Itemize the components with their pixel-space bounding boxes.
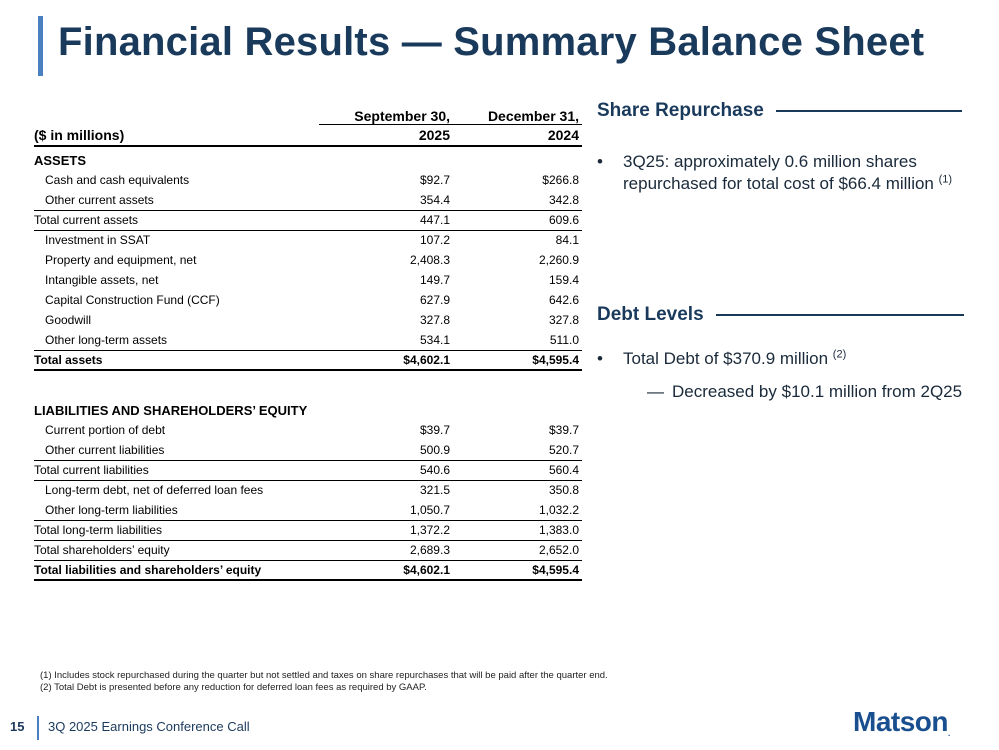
table-header-row-2 [34,124,582,146]
footer-divider [37,716,39,740]
row-value-2025: 1,050.7 [409,502,450,517]
row-value-2024: 84.1 [555,233,579,248]
share-repurchase-bullet [597,151,957,195]
table-row-subtotal [34,460,582,480]
footnote-ref: (1) [938,173,953,186]
share-repurchase-text: 3Q25: approximately 0.6 million shares repurchased for total cost of $66.4 million [623,152,934,193]
row-value-2025: 534.1 [419,332,450,347]
matson-logo [853,706,950,738]
table-spacer [34,370,582,396]
row-value-2024: 2,260.9 [538,253,579,267]
column-header-period-1: September 30, [319,104,453,124]
row-value-2024: 2,652.0 [538,543,579,557]
column-header-year-2: 2024 [453,124,582,146]
row-label: Other long-term liabilities [45,502,178,517]
row-value-2025: 500.9 [419,442,450,457]
row-label: Other current liabilities [45,442,165,457]
balance-sheet-table [34,104,582,581]
row-value-2024: 520.7 [548,442,579,457]
footnotes [40,670,608,694]
footnote-ref: (2) [832,348,847,361]
row-value-2024: 1,383.0 [453,520,582,540]
row-label: Other current assets [45,192,154,207]
row-label: Current portion of debt [45,423,166,437]
row-label: Intangible assets, net [45,273,159,287]
section-header-liabilities: LIABILITIES AND SHAREHOLDERS’ EQUITY [34,402,308,418]
table-row [34,420,582,440]
dash-icon: — [647,382,664,401]
footnote-2: (2) Total Debt is presented before any reduction for deferred loan fees as required by GAAP. [40,682,427,693]
table-row [34,290,582,310]
row-value-2025: 2,408.3 [409,253,450,267]
bullet-icon: • [597,152,603,171]
table-row-subtotal [34,540,582,560]
logo-mark: . [948,729,951,738]
column-header-period-2: December 31, [453,104,582,124]
debt-levels-text: Total Debt of $370.9 million [623,349,829,368]
table-row [34,230,582,250]
units-label: ($ in millions) [34,124,319,146]
row-value-2024: 327.8 [548,313,579,327]
table-row [34,480,582,500]
row-value-2025: 149.7 [419,273,450,287]
row-value-2025: 327.8 [419,313,450,327]
row-value-2024: 609.6 [453,210,582,230]
row-value-2024: 1,032.2 [538,502,579,517]
row-value-2025: $4,602.1 [319,350,453,370]
row-value-2024: 642.6 [548,293,579,307]
row-value-2025: 2,689.3 [409,543,450,557]
title-accent-bar [38,16,43,76]
footer-event-title: 3Q 2025 Earnings Conference Call [48,719,250,734]
row-label: Total current assets [34,210,319,230]
row-value-2024: $266.8 [542,173,579,187]
footnote-1: (1) Includes stock repurchased during the quarter but not settled and taxes on share repurchases that will be paid after the quarter end. [40,670,608,681]
row-label: Investment in SSAT [45,233,151,248]
row-value-2025: 540.6 [319,460,453,480]
row-label: Other long-term assets [45,332,168,347]
row-label: Total shareholders’ equity [34,543,170,557]
share-repurchase-heading-text: Share Repurchase [597,100,764,121]
row-label: Total assets [34,350,319,370]
bullet-icon: • [597,349,603,368]
row-value-2025: $4,602.1 [319,560,453,580]
table-row [34,170,582,190]
heading-rule [716,314,964,316]
table-row [34,190,582,210]
row-value-2025: 107.2 [419,233,450,248]
table-header-row-1 [34,104,582,124]
row-label: Capital Construction Fund (CCF) [45,293,220,307]
debt-levels-bullet [597,348,977,370]
row-label: Total long-term liabilities [34,520,319,540]
row-value-2024: $39.7 [548,423,579,437]
heading-rule [776,110,962,112]
row-value-2024: $4,595.4 [453,560,582,580]
logo-text: Matson [853,706,948,737]
share-repurchase-heading [597,100,962,122]
row-label: Cash and cash equivalents [45,173,190,187]
row-label: Total liabilities and shareholders’ equity [34,560,319,580]
section-header-assets: ASSETS [34,153,87,168]
row-value-2024: $4,595.4 [453,350,582,370]
row-label: Goodwill [45,313,92,327]
row-value-2025: 447.1 [319,210,453,230]
row-value-2024: 350.8 [548,483,579,498]
row-value-2025: 1,372.2 [319,520,453,540]
row-value-2024: 342.8 [548,192,579,207]
row-value-2025: $92.7 [419,173,450,187]
row-label: Total current liabilities [34,460,319,480]
page-title: Financial Results — Summary Balance Sheet [58,20,925,64]
row-value-2024: 511.0 [549,332,579,347]
table-row-subtotal [34,210,582,230]
row-value-2024: 159.4 [548,273,579,287]
row-value-2024: 560.4 [453,460,582,480]
page-number: 15 [10,719,25,734]
table-row [34,250,582,270]
row-value-2025: 354.4 [419,192,450,207]
row-value-2025: 627.9 [419,293,450,307]
table-row-total [34,560,582,580]
row-label: Property and equipment, net [45,253,197,267]
column-header-year-1: 2025 [319,124,453,146]
debt-levels-sub-bullet [647,381,967,403]
table-row [34,440,582,460]
table-row [34,500,582,520]
debt-levels-sub-text: Decreased by $10.1 million from 2Q25 [672,382,963,401]
table-row [34,310,582,330]
row-value-2025: 321.5 [419,483,450,498]
table-row [34,330,582,350]
table-row [34,270,582,290]
table-row-subtotal [34,520,582,540]
row-value-2025: $39.7 [419,423,450,437]
debt-levels-heading [597,304,964,326]
debt-levels-heading-text: Debt Levels [597,304,704,325]
table-row-total [34,350,582,370]
row-label: Long-term debt, net of deferred loan fees [45,483,264,498]
